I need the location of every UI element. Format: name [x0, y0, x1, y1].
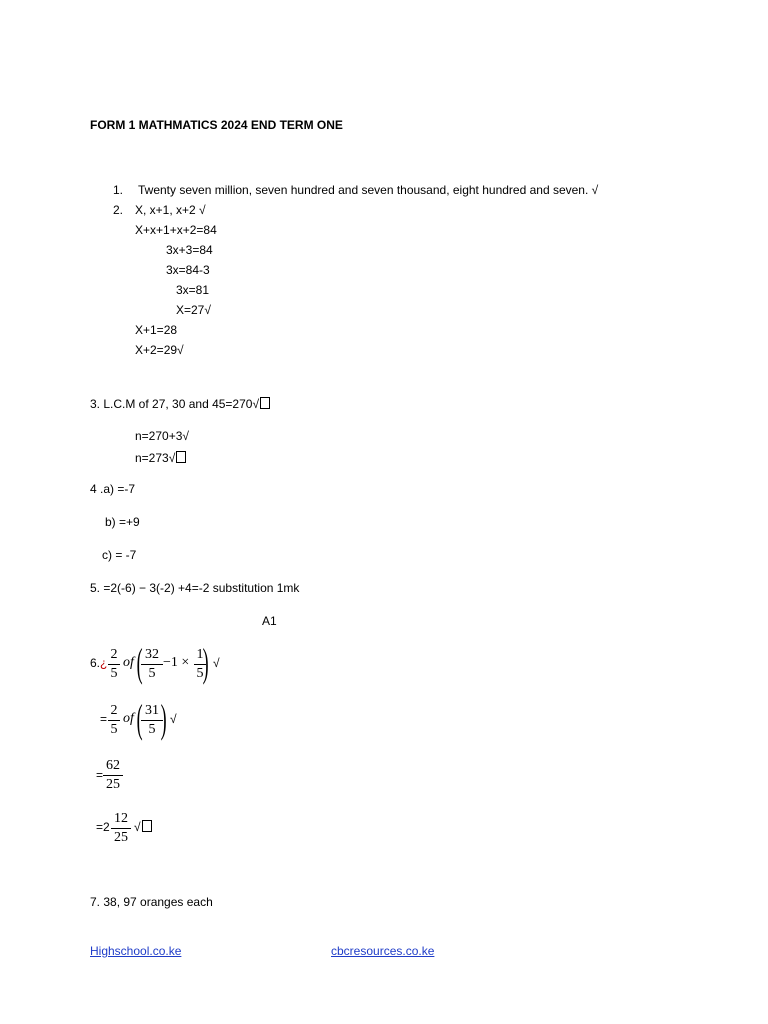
q3-text: 3. L.C.M of 27, 30 and 45=270√ [90, 397, 260, 411]
fraction [108, 647, 120, 682]
q6-number: 6. [90, 656, 101, 670]
left-paren: ( [136, 696, 143, 741]
numerator: 12 [114, 811, 128, 826]
q2-line: 3x+3=84 [166, 243, 213, 257]
of-word: of [123, 711, 134, 726]
denominator: 5 [196, 666, 204, 681]
q2-line: X+x+1+x+2=84 [135, 223, 217, 237]
numerator: 1 [196, 647, 204, 662]
box-symbol-icon [142, 820, 152, 832]
q2-line: 3x=81 [176, 283, 210, 297]
q4-part-a: 4 .a) =-7 [90, 482, 136, 496]
q2-line: X=27√ [176, 303, 211, 317]
q2-line: X+2=29√ [135, 343, 184, 357]
tick-mark [134, 820, 152, 833]
box-symbol-icon [260, 397, 270, 409]
numerator: 2 [110, 647, 118, 662]
q6-label [90, 657, 107, 669]
q4-part-c: c) = -7 [102, 548, 137, 562]
tick-mark: √ [213, 656, 220, 670]
q5-answer: 5. =2(-6) − 3(-2) +4=-2 substitution 1mk [90, 581, 300, 595]
denominator: 5 [110, 722, 118, 737]
mixed-number-whole: =2 [96, 820, 110, 834]
equals: = [96, 768, 104, 782]
operator: −1 × [163, 655, 190, 670]
fraction [141, 647, 163, 682]
cbcresources-link[interactable]: cbcresources.co.ke [331, 944, 435, 958]
q3-line: n=270+3√ [135, 429, 189, 443]
q6-glyph: ¿ [100, 656, 108, 670]
q2-line: X+1=28 [135, 323, 178, 337]
tick-mark: √ [170, 712, 177, 726]
page-title: FORM 1 MATHMATICS 2024 END TERM ONE [90, 118, 343, 132]
q2-line: 3x=84-3 [166, 263, 210, 277]
denominator: 25 [106, 777, 120, 792]
tick: √ [134, 820, 141, 834]
fraction [111, 811, 131, 846]
left-paren: ( [136, 640, 143, 685]
numerator: 32 [145, 647, 159, 662]
q2-line: X, x+1, x+2 √ [135, 203, 206, 217]
q5-mark: A1 [262, 614, 277, 628]
q2-number: 2. [113, 203, 124, 217]
q1-answer: Twenty seven million, seven hundred and seven thousand, eight hundred and seven. √ [138, 183, 599, 197]
q3-text: n=273√ [135, 451, 176, 465]
right-paren: ) [202, 640, 209, 685]
highschool-link[interactable]: Highschool.co.ke [90, 944, 182, 958]
fraction [103, 758, 123, 793]
q4-part-b: b) =+9 [105, 515, 140, 529]
denominator: 5 [148, 722, 156, 737]
q3-line [90, 397, 270, 410]
denominator: 25 [114, 830, 128, 845]
numerator: 31 [145, 703, 159, 718]
q7-answer: 7. 38, 97 oranges each [90, 895, 213, 909]
q3-line [135, 451, 186, 464]
equals: = [100, 712, 108, 726]
fraction [108, 703, 120, 738]
box-symbol-icon [176, 451, 186, 463]
right-paren: ) [160, 696, 167, 741]
q1-number: 1. [113, 183, 124, 197]
of-word: of [123, 655, 134, 670]
denominator: 5 [110, 666, 118, 681]
denominator: 5 [148, 666, 156, 681]
numerator: 2 [110, 703, 118, 718]
numerator: 62 [106, 758, 120, 773]
